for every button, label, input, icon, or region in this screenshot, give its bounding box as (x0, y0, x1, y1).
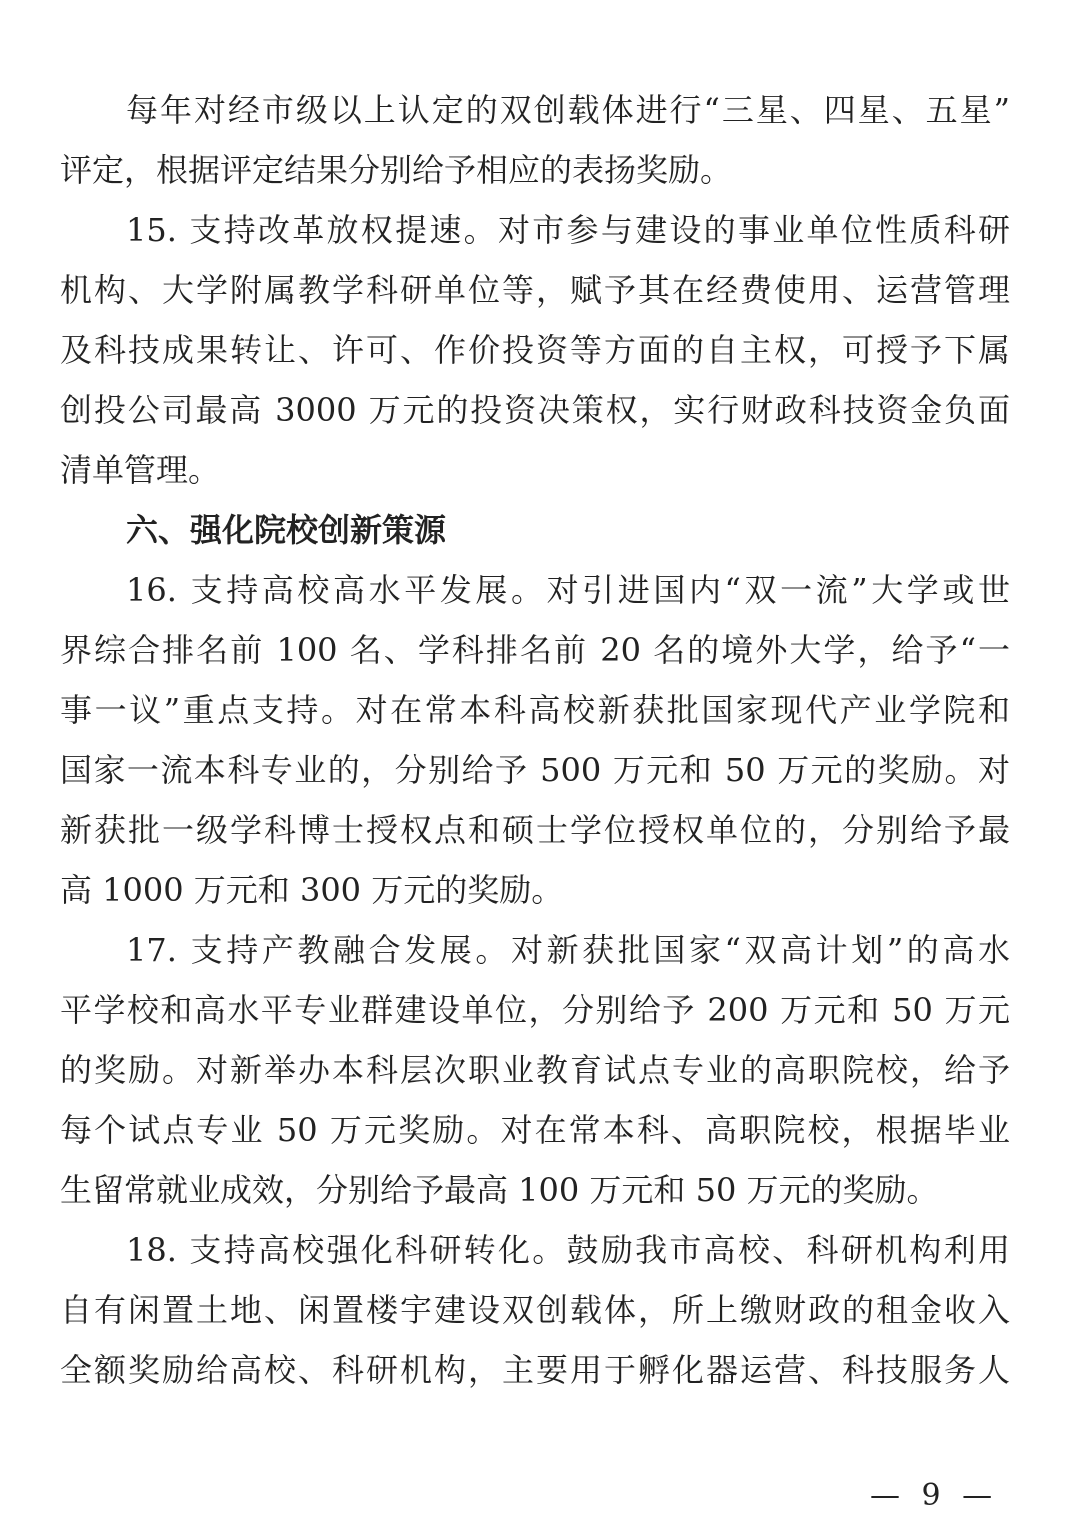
text-line: 界综合排名前 100 名、学科排名前 20 名的境外大学，给予“一 (60, 631, 1010, 669)
text-line: 高 1000 万元和 300 万元的奖励。 (60, 871, 564, 909)
page-number: — 9 — (870, 1478, 999, 1513)
text-line: 全额奖励给高校、科研机构，主要用于孵化器运营、科技服务人 (60, 1351, 1010, 1389)
text-line: 16. 支持高校高水平发展。对引进国内“双一流”大学或世 (126, 571, 1010, 609)
text-line: 创投公司最高 3000 万元的投资决策权，实行财政科技资金负面 (60, 391, 1010, 429)
text-line: 17. 支持产教融合发展。对新获批国家“双高计划”的高水 (126, 931, 1010, 969)
section-heading: 六、强化院校创新策源 (126, 511, 447, 549)
text-line: 自有闲置土地、闲置楼宇建设双创载体，所上缴财政的租金收入 (60, 1291, 1010, 1329)
text-line: 15. 支持改革放权提速。对市参与建设的事业单位性质科研 (126, 211, 1010, 249)
text-line: 生留常就业成效，分别给予最高 100 万元和 50 万元的奖励。 (60, 1171, 939, 1209)
document-body (60, 88, 1010, 1408)
text-line: 新获批一级学科博士授权点和硕士学位授权单位的，分别给予最 (60, 811, 1010, 849)
text-line: 评定，根据评定结果分别给予相应的表扬奖励。 (60, 151, 733, 189)
text-line: 国家一流本科专业的，分别给予 500 万元和 50 万元的奖励。对 (60, 751, 1010, 789)
text-line: 每个试点专业 50 万元奖励。对在常本科、高职院校，根据毕业 (60, 1111, 1010, 1149)
text-line: 及科技成果转让、许可、作价投资等方面的自主权，可授予下属 (60, 331, 1010, 369)
text-line: 机构、大学附属教学科研单位等，赋予其在经费使用、运营管理 (60, 271, 1010, 309)
text-line: 平学校和高水平专业群建设单位，分别给予 200 万元和 50 万元 (60, 991, 1010, 1029)
text-line: 事一议”重点支持。对在常本科高校新获批国家现代产业学院和 (60, 691, 1010, 729)
text-line: 的奖励。对新举办本科层次职业教育试点专业的高职院校，给予 (60, 1051, 1010, 1089)
text-line: 每年对经市级以上认定的双创载体进行“三星、四星、五星” (126, 91, 1010, 129)
text-line: 18. 支持高校强化科研转化。鼓励我市高校、科研机构利用 (126, 1231, 1010, 1269)
text-line: 清单管理。 (60, 451, 221, 489)
